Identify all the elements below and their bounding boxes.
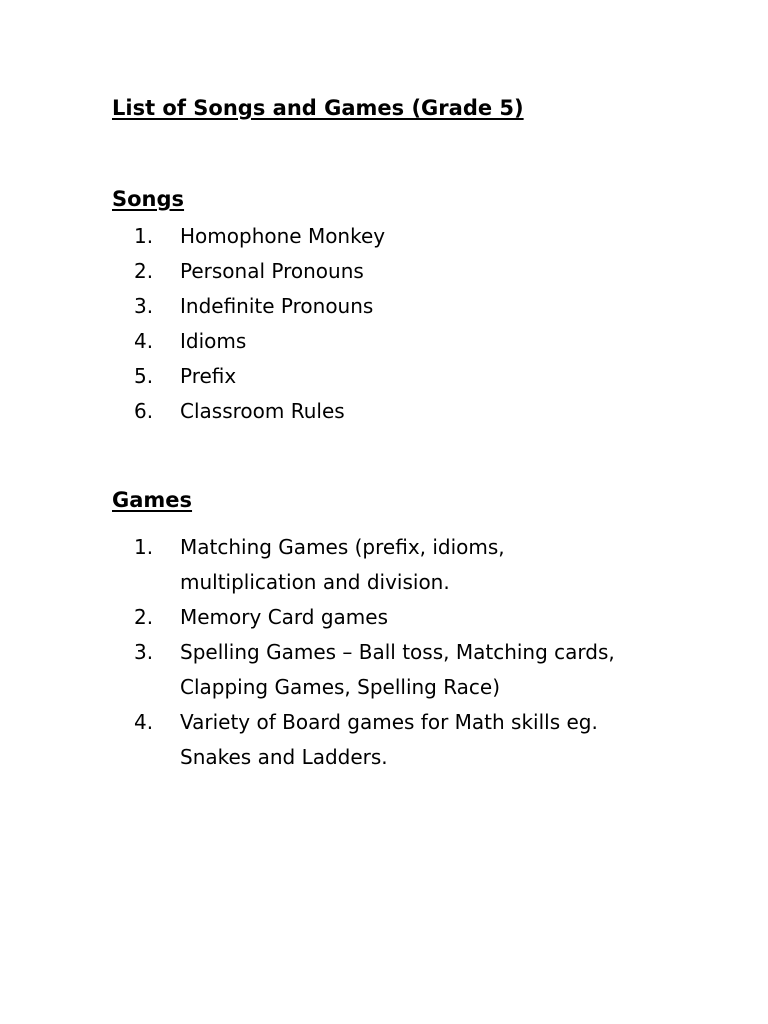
list-item-text: Prefix (180, 364, 237, 388)
list-item (112, 254, 385, 289)
games-heading: Games (112, 488, 193, 512)
list-item (112, 635, 615, 705)
list-item-text: Indefinite Pronouns (180, 294, 374, 318)
list-item-text: Spelling Games – Ball toss, Matching cards, (180, 640, 615, 664)
list-item-text: Variety of Board games for Math skills eg. (180, 710, 598, 734)
list-item (112, 359, 385, 394)
list-item (112, 530, 615, 600)
list-item-text: Snakes and Ladders. (180, 745, 388, 769)
list-item (112, 394, 385, 429)
songs-heading: Songs (112, 187, 185, 211)
list-item-number: 2. (134, 605, 154, 629)
list-item-text: Homophone Monkey (180, 224, 386, 248)
list-item-text: Classroom Rules (180, 399, 345, 423)
list-item-number: 4. (134, 329, 154, 353)
list-item (112, 324, 385, 359)
list-item-number: 1. (134, 535, 154, 559)
games-list (112, 530, 615, 775)
songs-list (112, 219, 385, 429)
list-item-number: 3. (134, 640, 154, 664)
list-item-number: 6. (134, 399, 154, 423)
list-item (112, 289, 385, 324)
list-item-number: 4. (134, 710, 154, 734)
list-item-text: Clapping Games, Spelling Race) (180, 675, 501, 699)
list-item-number: 1. (134, 224, 154, 248)
list-item-text: Matching Games (prefix, idioms, (180, 535, 505, 559)
list-item-text: multiplication and division. (180, 570, 450, 594)
list-item-number: 5. (134, 364, 154, 388)
list-item (112, 600, 615, 635)
list-item (112, 219, 385, 254)
list-item-text: Memory Card games (180, 605, 388, 629)
list-item (112, 705, 615, 775)
list-item-text: Personal Pronouns (180, 259, 364, 283)
page-title: List of Songs and Games (Grade 5) (112, 96, 524, 120)
list-item-text: Idioms (180, 329, 247, 353)
list-item-number: 2. (134, 259, 154, 283)
list-item-number: 3. (134, 294, 154, 318)
